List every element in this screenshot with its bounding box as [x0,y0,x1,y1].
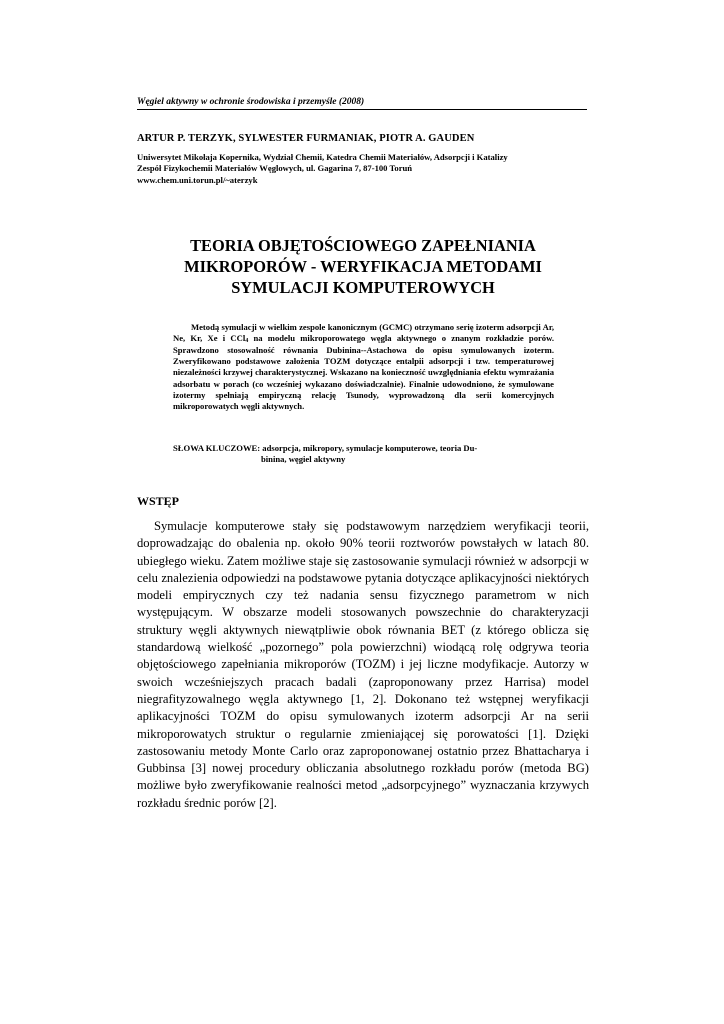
abstract-text-2: na modelu mikroporowatego węgla aktywnego o znanym rozkładzie porów. Sprawdzono stosowalność równania Dubinina--Astachowa do opisu symulowanych izoterm. Zweryfikowano podstawowe założenia TOZM dotyczące entalpii adsorpcji i tzw. temperaturowej niezależności krzywej charakterystycznej. Wskazano na konieczność uwzględniania efektu wymrażania adsorbatu w porach (co wcześniej wykazano doświadczalnie). Finalnie udowodniono, że symulowane izotermy spełniają empiryczną relację Tsunody, wyprowadzoną dla serii komercyjnych mikroporowatych węgli aktywnych. [173,333,554,412]
body-paragraph: Symulacje komputerowe stały się podstawowym narzędziem weryfikacji teorii, doprowadzając do obalenia np. około 90% teorii roztworów powstałych w latach 80. ubiegłego wieku. Zatem możliwe staje się zastosowanie symulacji również w adsorpcji w celu znalezienia odpowiedzi na podstawowe pytania dotyczące aplikacyjności niektórych modeli empirycznych czy też nadania sensu fizycznego parametrom w nich występującym. W obszarze modeli stosowanych powszechnie do charakteryzacji struktury węgli aktywnych niewątpliwie obok równania BET (z którego oblicza się standardową wielkość „pozornego” pola powierzchni) wiodącą rolę odgrywa teoria objętościowego zapełniania mikroporów (TOZM) i jej liczne modyfikacje. Autorzy w swoich wcześniejszych pracach badali (zaproponowany przez Harrisa) model niegrafityzowalnego węgla aktywnego [1, 2]. Dokonano też wstępnej weryfikacji aplikacyjności TOZM do opisu symulowanych izoterm adsorpcji Ar na serii mikroporowatych struktur o regularnie zmieniającej się porowatości [1]. Dzięki zastosowaniu metody Monte Carlo oraz zaproponowanej ostatnio przez Bhattacharya i Gubbinsa [3] nowej procedury obliczania absolutnego rozkładu porów (metoda BG) możliwe było zweryfikowanie realności metod „adsorpcyjnego” wyznaczania krzywych rozkładu średnic porów [2]. [137,519,589,810]
paper-title [137,235,589,298]
affiliation-url: www.chem.uni.torun.pl/~aterzyk [137,174,258,185]
affiliation-line-1: Uniwersytet Mikołaja Kopernika, Wydział Chemii, Katedra Chemii Materiałów, Adsorpcji i Katalizy [137,152,508,162]
keywords [173,443,554,466]
title-line-2: MIKROPORÓW - WERYFIKACJA METODAMI [184,257,542,276]
abstract-paragraph [173,322,554,413]
running-header: Węgiel aktywny w ochronie środowiska i przemyśle (2008) [137,97,587,110]
abstract-text-1: Metodą symulacji w wielkim zespole kanonicznym (GCMC) otrzymano serię izoterm adsorpcji Ar, Ne, Kr, Xe i CCl [173,322,554,344]
title-line-1: TEORIA OBJĘTOŚCIOWEGO ZAPEŁNIANIA [190,236,536,255]
title-line-3: SYMULACJI KOMPUTEROWYCH [231,278,495,297]
section-heading: WSTĘP [137,494,180,508]
affiliation-line-2: Zespół Fizykochemii Materiałów Węglowych, ul. Gagarina 7, 87-100 Toruń [137,163,413,174]
keywords-line-2: binina, węgiel aktywny [261,454,346,465]
abstract-subscript: 4 [245,338,249,345]
affiliation [137,152,589,186]
abstract [173,322,554,413]
keywords-line-1: SŁOWA KLUCZOWE: adsorpcja, mikropory, symulacje komputerowe, teoria Du- [173,443,478,453]
authors: ARTUR P. TERZYK, SYLWESTER FURMANIAK, PIOTR A. GAUDEN [137,133,475,144]
section-body [137,518,589,812]
